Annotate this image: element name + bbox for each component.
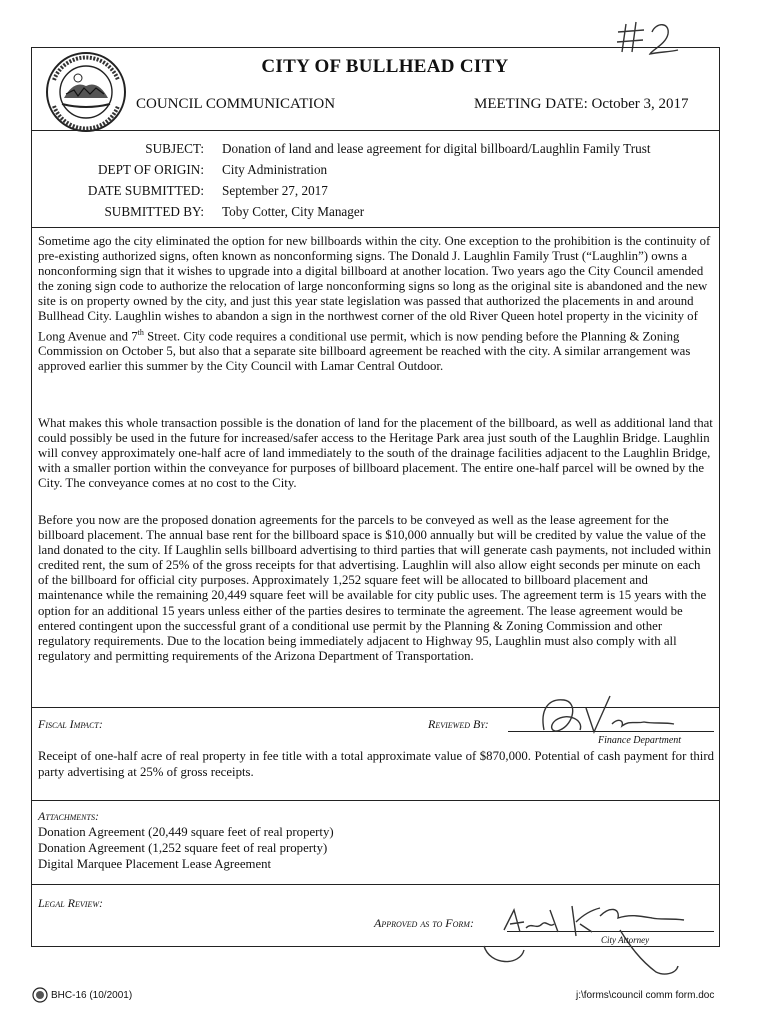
fiscal-impact-text: Receipt of one-half acre of real property in fee title with a total approximate value of $870,000. Potential of cash payment for third party advertising at 25% of gross receipts. [38, 749, 714, 779]
form-frame [31, 47, 720, 947]
meta-divider [31, 227, 720, 228]
attachments-label: Attachments: [38, 809, 99, 823]
dept-value: City Administration [222, 162, 328, 177]
body-paragraph-2: What makes this whole transaction possible is the donation of land for the placement of the billboard, as well as additional land that could possibly be used in the future for increased/safer access to the Heritage Park area just south of the Laughlin Bridge. Laughlin will convey approximately one-half acre of land immediately to the south of the drainage facilities adjacent to the Laughlin Bridge, with a smaller portion within the conveyance for purposes of billboard placement. The entire one-half parcel will be owned by the City. The conveyance comes at no cost to the City. [38, 416, 713, 491]
p1-superscript: th [137, 327, 144, 337]
date-submitted-label: DATE SUBMITTED: [87, 183, 204, 198]
meeting-date: MEETING DATE: October 3, 2017 [474, 96, 689, 112]
fiscal-impact-label: Fiscal Impact: [38, 717, 103, 731]
fiscal-divider [31, 800, 720, 801]
footer-seal-icon [32, 987, 48, 1003]
p1-text-a: Sometime ago the city eliminated the option for new billboards within the city. One exception to the prohibition is the continuity of pre-existing authorized signs, often known as nonconforming signs. The Donald J. Laughlin Family Trust (“Laughlin”) owns a nonconforming sign that it wishes to upgrade into a digital billboard at another location. Two years ago the City Council amended the zoning sign code to authorize the relocation of large nonconforming signs so long as the original site is abandoned and the new site is on property owned by the city, and just this year state legislation was passed that authorized the placements in and around Bullhead City. Laughlin wishes to abandon a sign in the northwest corner of the old River Queen hotel property in the vicinity of Long Avenue and 7 [38, 234, 711, 343]
header-divider [31, 130, 720, 131]
page-title: CITY OF BULLHEAD CITY [261, 56, 509, 77]
reviewer-caption: Finance Department [598, 735, 682, 746]
footer-file-path: j:\forms\council comm form.doc [576, 990, 715, 1001]
approved-as-to-form-label: Approved as to Form: [374, 916, 474, 930]
submitted-by-label: SUBMITTED BY: [104, 204, 204, 219]
attachments-divider [31, 884, 720, 885]
subject-value: Donation of land and lease agreement for digital billboard/Laughlin Family Trust [222, 141, 651, 156]
p1-text-b: Street. City code requires a conditional use permit, which is now pending before the Planning & Zoning Commission on October 5, but also that a separate site billboard agreement be reached with the city. A similar arrangement was approved earlier this summer by the City Council with Lamar Central Outdoor. [38, 328, 691, 374]
date-submitted-value: September 27, 2017 [222, 183, 328, 198]
body-paragraph-1 [38, 234, 714, 374]
dept-label: DEPT OF ORIGIN: [98, 162, 204, 177]
document-subtitle: COUNCIL COMMUNICATION [136, 96, 336, 112]
attachment-item: Donation Agreement (1,252 square feet of real property) [38, 841, 328, 855]
finance-signature-icon [534, 690, 684, 740]
reviewed-by-label: Reviewed By: [428, 717, 489, 731]
legal-review-label: Legal Review: [38, 896, 103, 910]
body-paragraph-3: Before you now are the proposed donation agreements for the parcels to be conveyed as well as the lease agreement for the billboard placement. The annual base rent for the billboard space is $10,000 annually but will be credited by value the value of the land donated to the city. If Laughlin sells billboard advertising to third parties that will generate cash payments, not included within credited rent, the sum of 25% of the gross receipts for that advertising. Laughlin will also allow eight seconds per minute on each of the billboard for official city purposes. Approximately 1,252 square feet will be allocated to billboard placement and maintenance while the remaining 20,449 square feet will be available for city public uses. The agreement term is 15 years with the option for an additional 15 years unless either of the parties desires to terminate the agreement. The lease agreement would be entered contingent upon the successful grant of a conditional use permit by the Planning & Zoning Commission and other regulatory requirements. Due to the location being immediately adjacent to Highway 95, Laughlin must also comply with all regulatory and permitting requirements of the Arizona Department of Transportation. [38, 513, 711, 663]
attorney-signature-icon [480, 896, 690, 980]
footer-form-id: BHC-16 (10/2001) [51, 990, 133, 1001]
subject-label: SUBJECT: [145, 141, 204, 156]
attorney-caption: City Attorney [601, 935, 650, 945]
attachment-item: Digital Marquee Placement Lease Agreement [38, 857, 272, 871]
submitted-by-value: Toby Cotter, City Manager [222, 204, 365, 219]
attachment-item: Donation Agreement (20,449 square feet of real property) [38, 825, 334, 839]
